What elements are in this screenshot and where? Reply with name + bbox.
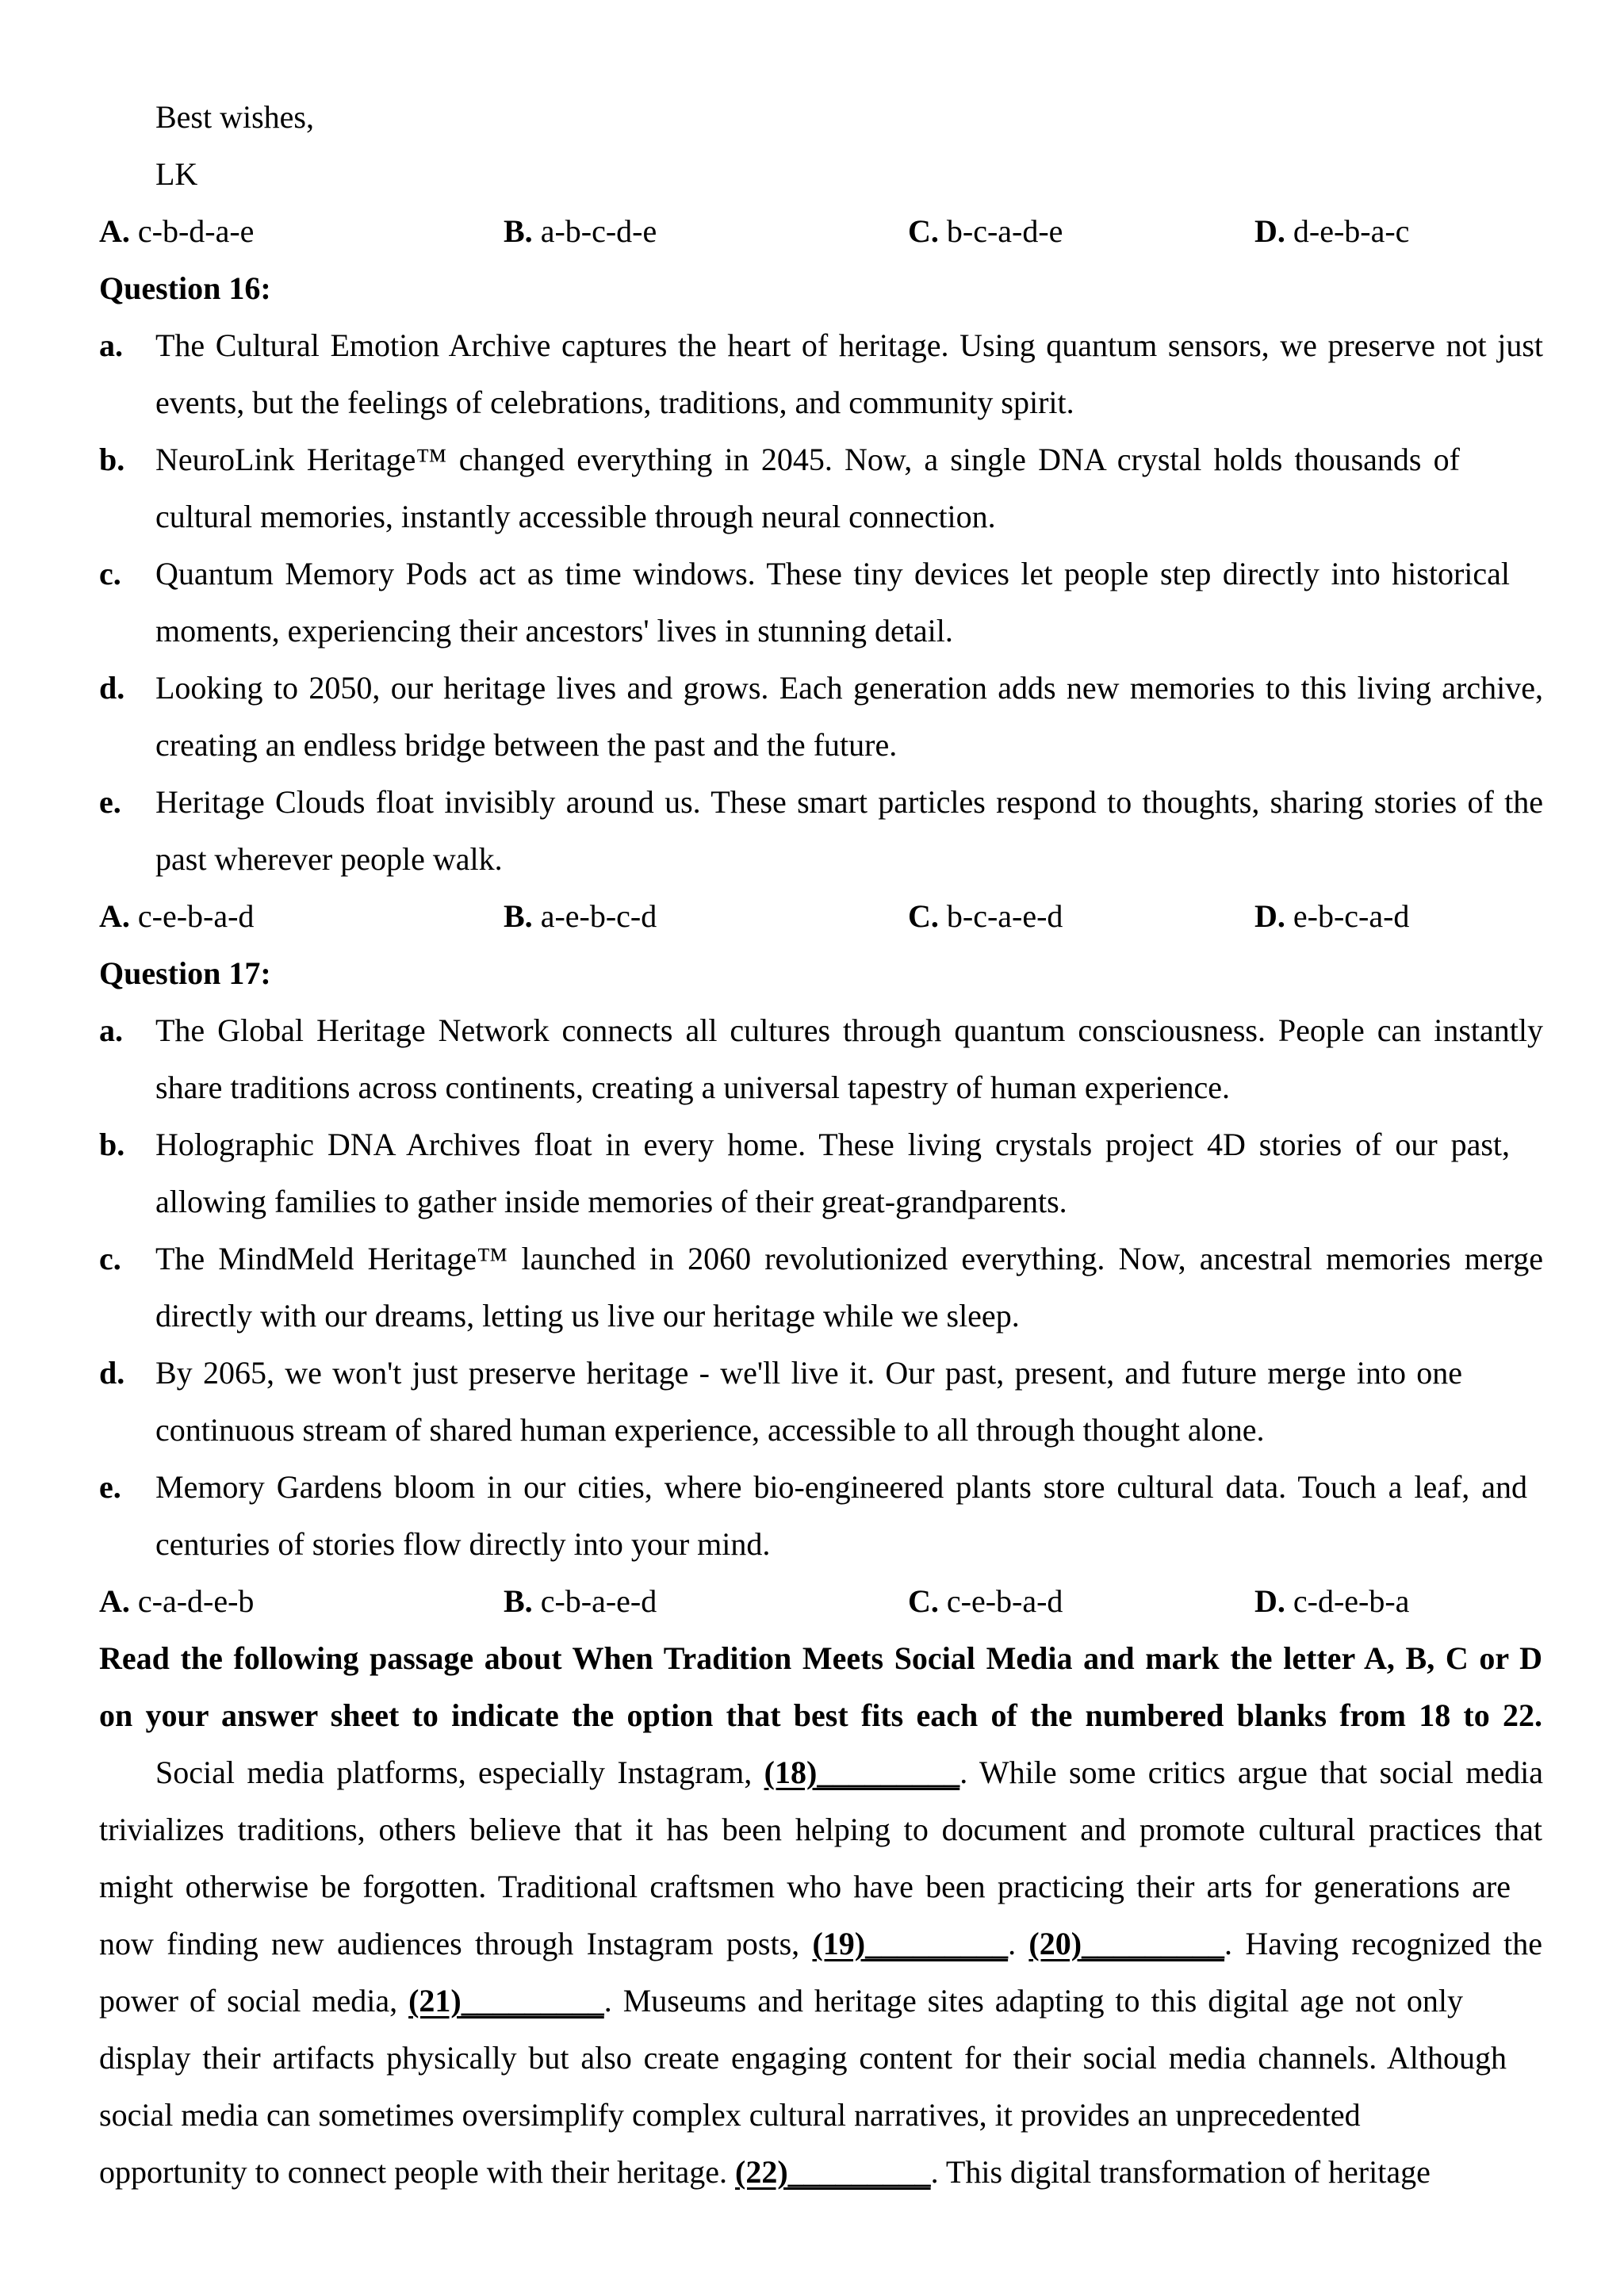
q17-option-c[interactable]: C. c-e-b-a-d [908,1583,1063,1619]
q16-option-b[interactable]: B. a-e-b-c-d [504,898,657,934]
q16-item-c-marker: c. [99,556,121,591]
q17-item-a-marker: a. [99,1012,123,1048]
q16-item-b-line2: cultural memories, instantly accessible through neural connection. [155,499,996,534]
instructions-line2: on your answer sheet to indicate the option that best fits each of the numbered blanks from 18 to 22. [99,1697,1542,1733]
q16-item-a-line1: The Cultural Emotion Archive captures the heart of heritage. Using quantum sensors, we preserve not just [155,327,1543,363]
q17-item-c-marker: c. [99,1241,121,1276]
passage-line-7: social media can sometimes oversimplify complex cultural narratives, it provides an unprecedented [99,2097,1361,2133]
q17-item-e-marker: e. [99,1469,121,1505]
q17-options [99,1579,1542,1624]
q16-option-c[interactable]: C. b-c-a-e-d [908,898,1063,934]
instructions-line1: Read the following passage about When Tradition Meets Social Media and mark the letter A, B, C or D [99,1640,1542,1676]
q15-options [99,209,1542,254]
letter-signature: LK [155,156,198,192]
passage-line-2: trivializes traditions, others believe that it has been helping to document and promote cultural practices that [99,1812,1542,1847]
q17-option-a[interactable]: A. c-a-d-e-b [99,1583,255,1619]
q16-item-b-line1: NeuroLink Heritage™ changed everything in 2045. Now, a single DNA crystal holds thousands of [155,442,1460,477]
q17-item-c-line1: The MindMeld Heritage™ launched in 2060 revolutionized everything. Now, ancestral memories merge [155,1241,1543,1276]
passage-line-5: power of social media, (21)_________. Museums and heritage sites adapting to this digital age not only [99,1983,1463,2019]
blank-18[interactable]: (18)_________ [764,1755,960,1790]
q17-item-e-line1: Memory Gardens bloom in our cities, where bio-engineered plants store cultural data. Touch a leaf, and [155,1469,1527,1505]
letter-closing: Best wishes, [155,99,314,135]
q16-item-e-line2: past wherever people walk. [155,841,503,877]
q17-option-b[interactable]: B. c-b-a-e-d [504,1583,657,1619]
q16-item-a-line2: events, but the feelings of celebrations, traditions, and community spirit. [155,385,1074,420]
q17-title: Question 17: [99,955,271,991]
q16-options [99,894,1542,939]
q17-item-b-line2: allowing families to gather inside memories of their great-grandparents. [155,1184,1067,1219]
blank-21[interactable]: (21)_________ [408,1983,604,2019]
q16-item-d-line1: Looking to 2050, our heritage lives and grows. Each generation adds new memories to this living archive, [155,670,1543,706]
passage-line-6: display their artifacts physically but also create engaging content for their social media channels. Although [99,2040,1507,2076]
q17-item-a-line2: share traditions across continents, creating a universal tapestry of human experience. [155,1070,1231,1105]
q17-item-e-line2: centuries of stories flow directly into your mind. [155,1526,771,1562]
q17-item-b-line1: Holographic DNA Archives float in every home. These living crystals project 4D stories of our past, [155,1127,1510,1162]
q16-option-a[interactable]: A. c-e-b-a-d [99,898,255,934]
q15-option-d[interactable]: D. d-e-b-a-c [1254,213,1410,249]
q16-item-d-marker: d. [99,670,125,706]
q16-item-e-line1: Heritage Clouds float invisibly around us. These smart particles respond to thoughts, sharing stories of the [155,784,1543,820]
q17-item-a-line1: The Global Heritage Network connects all cultures through quantum consciousness. People can instantly [155,1012,1543,1048]
q16-option-d[interactable]: D. e-b-c-a-d [1254,898,1410,934]
q15-option-b[interactable]: B. a-b-c-d-e [504,213,657,249]
q16-item-c-line2: moments, experiencing their ancestors' lives in stunning detail. [155,613,953,649]
passage-line-3: might otherwise be forgotten. Traditional craftsmen who have been practicing their arts for generations are [99,1869,1511,1904]
q17-item-b-marker: b. [99,1127,125,1162]
q16-item-b-marker: b. [99,442,125,477]
passage-line-8: opportunity to connect people with their heritage. (22)_________. This digital transformation of heritage [99,2154,1431,2190]
q16-item-a-marker: a. [99,327,123,363]
blank-20[interactable]: (20)_________ [1028,1926,1225,1961]
q16-title: Question 16: [99,270,271,306]
q16-item-e-marker: e. [99,784,121,820]
q16-item-c-line1: Quantum Memory Pods act as time windows. These tiny devices let people step directly into historical [155,556,1510,591]
q17-item-d-line2: continuous stream of shared human experience, accessible to all through thought alone. [155,1412,1265,1448]
q15-option-c[interactable]: C. b-c-a-d-e [908,213,1063,249]
q16-item-d-line2: creating an endless bridge between the past and the future. [155,727,898,763]
passage-line-1: Social media platforms, especially Instagram, (18)_________. While some critics argue that social media [155,1755,1543,1790]
q17-item-d-line1: By 2065, we won't just preserve heritage - we'll live it. Our past, present, and future merge into one [155,1355,1462,1391]
q17-item-c-line2: directly with our dreams, letting us live our heritage while we sleep. [155,1298,1020,1334]
q17-item-d-marker: d. [99,1355,125,1391]
q15-option-a[interactable]: A. c-b-d-a-e [99,213,255,249]
passage-line-4: now finding new audiences through Instagram posts, (19)_________. (20)_________. Having recognized the [99,1926,1543,1961]
q17-option-d[interactable]: D. c-d-e-b-a [1254,1583,1410,1619]
blank-22[interactable]: (22)_________ [735,2154,931,2190]
blank-19[interactable]: (19)_________ [812,1926,1009,1961]
